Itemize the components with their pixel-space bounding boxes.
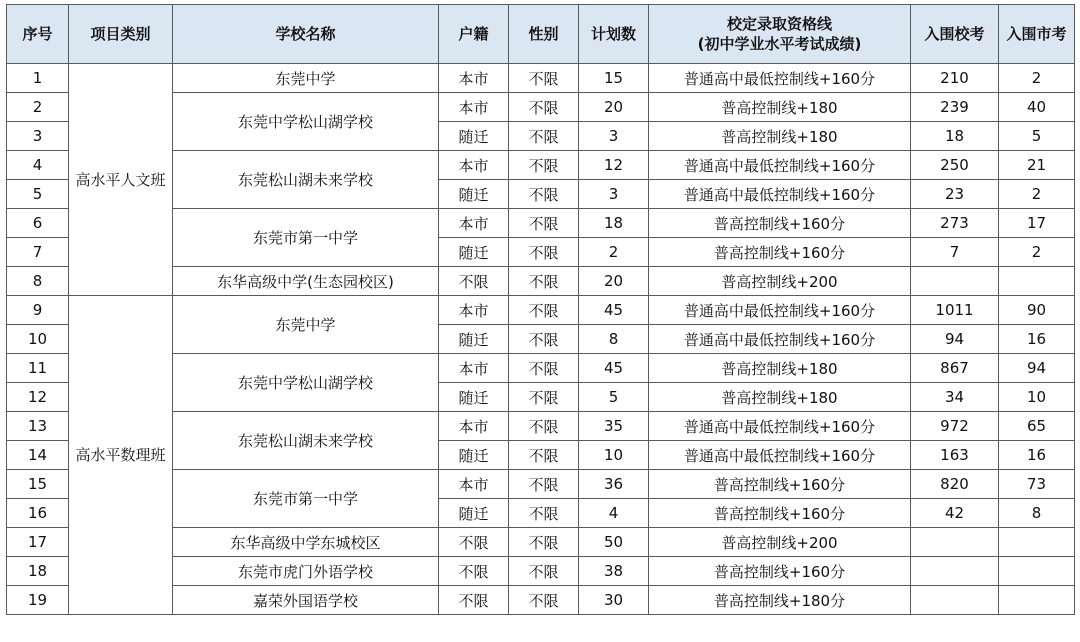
cell-hukou: 随迁 — [439, 441, 509, 470]
cell-hukou: 随迁 — [439, 180, 509, 209]
header-gender: 性别 — [509, 5, 579, 64]
school-cell: 嘉荣外国语学校 — [173, 586, 439, 615]
cell-no: 12 — [7, 383, 69, 412]
cell-plan: 5 — [579, 383, 649, 412]
header-category: 项目类别 — [69, 5, 173, 64]
cell-school-exam: 972 — [911, 412, 999, 441]
cell-hukou: 本市 — [439, 354, 509, 383]
cell-hukou: 本市 — [439, 296, 509, 325]
school-cell: 东华高级中学(生态园校区) — [173, 267, 439, 296]
cell-no: 13 — [7, 412, 69, 441]
category-cell: 高水平人文班 — [69, 64, 173, 296]
cell-city-exam: 2 — [999, 238, 1075, 267]
cell-no: 10 — [7, 325, 69, 354]
cell-no: 18 — [7, 557, 69, 586]
cell-line: 普高控制线+180 — [649, 354, 911, 383]
cell-hukou: 本市 — [439, 64, 509, 93]
cell-hukou: 本市 — [439, 151, 509, 180]
cell-city-exam: 40 — [999, 93, 1075, 122]
cell-gender: 不限 — [509, 528, 579, 557]
cell-no: 19 — [7, 586, 69, 615]
cell-school-exam — [911, 586, 999, 615]
cell-plan: 12 — [579, 151, 649, 180]
cell-gender: 不限 — [509, 383, 579, 412]
cell-city-exam: 10 — [999, 383, 1075, 412]
cell-gender: 不限 — [509, 412, 579, 441]
cell-gender: 不限 — [509, 122, 579, 151]
cell-line: 普高控制线+200 — [649, 267, 911, 296]
cell-school-exam — [911, 528, 999, 557]
cell-line: 普通高中最低控制线+160分 — [649, 325, 911, 354]
cell-gender: 不限 — [509, 586, 579, 615]
cell-school-exam: 18 — [911, 122, 999, 151]
cell-city-exam — [999, 267, 1075, 296]
cell-plan: 45 — [579, 296, 649, 325]
cell-school-exam — [911, 557, 999, 586]
cell-gender: 不限 — [509, 325, 579, 354]
cell-city-exam — [999, 586, 1075, 615]
cell-school-exam: 34 — [911, 383, 999, 412]
cell-school-exam: 1011 — [911, 296, 999, 325]
cell-hukou: 不限 — [439, 528, 509, 557]
cell-no: 11 — [7, 354, 69, 383]
cell-city-exam: 16 — [999, 441, 1075, 470]
cell-hukou: 不限 — [439, 557, 509, 586]
cell-hukou: 不限 — [439, 267, 509, 296]
cell-school-exam: 250 — [911, 151, 999, 180]
cell-city-exam — [999, 557, 1075, 586]
cell-hukou: 本市 — [439, 412, 509, 441]
school-cell: 东莞中学松山湖学校 — [173, 354, 439, 412]
cell-plan: 50 — [579, 528, 649, 557]
cell-gender: 不限 — [509, 209, 579, 238]
cell-school-exam: 273 — [911, 209, 999, 238]
cell-school-exam: 820 — [911, 470, 999, 499]
cell-city-exam: 73 — [999, 470, 1075, 499]
cell-gender: 不限 — [509, 557, 579, 586]
cell-line: 普高控制线+160分 — [649, 470, 911, 499]
cell-line: 普通高中最低控制线+160分 — [649, 441, 911, 470]
cell-gender: 不限 — [509, 441, 579, 470]
cell-no: 4 — [7, 151, 69, 180]
school-cell: 东莞松山湖未来学校 — [173, 412, 439, 470]
cell-no: 9 — [7, 296, 69, 325]
school-cell: 东莞中学松山湖学校 — [173, 93, 439, 151]
cell-city-exam: 17 — [999, 209, 1075, 238]
cell-plan: 8 — [579, 325, 649, 354]
cell-gender: 不限 — [509, 499, 579, 528]
cell-plan: 38 — [579, 557, 649, 586]
cell-line: 普高控制线+160分 — [649, 238, 911, 267]
cell-gender: 不限 — [509, 151, 579, 180]
cell-hukou: 本市 — [439, 470, 509, 499]
header-city-exam: 入围市考 — [999, 5, 1075, 64]
school-cell: 东莞市第一中学 — [173, 209, 439, 267]
cell-gender: 不限 — [509, 470, 579, 499]
header-hukou: 户籍 — [439, 5, 509, 64]
cell-plan: 2 — [579, 238, 649, 267]
admission-table — [6, 4, 1075, 615]
cell-line: 普通高中最低控制线+160分 — [649, 64, 911, 93]
cell-city-exam — [999, 528, 1075, 557]
cell-plan: 15 — [579, 64, 649, 93]
cell-line: 普通高中最低控制线+160分 — [649, 296, 911, 325]
cell-line: 普高控制线+180 — [649, 93, 911, 122]
cell-no: 6 — [7, 209, 69, 238]
header-no: 序号 — [7, 5, 69, 64]
cell-school-exam: 210 — [911, 64, 999, 93]
cell-hukou: 随迁 — [439, 383, 509, 412]
cell-no: 2 — [7, 93, 69, 122]
cell-hukou: 不限 — [439, 586, 509, 615]
cell-line: 普高控制线+160分 — [649, 209, 911, 238]
cell-line: 普高控制线+180分 — [649, 586, 911, 615]
cell-line: 普通高中最低控制线+160分 — [649, 180, 911, 209]
cell-line: 普高控制线+160分 — [649, 557, 911, 586]
cell-plan: 45 — [579, 354, 649, 383]
school-cell: 东莞松山湖未来学校 — [173, 151, 439, 209]
school-cell: 东华高级中学东城校区 — [173, 528, 439, 557]
cell-no: 15 — [7, 470, 69, 499]
cell-hukou: 随迁 — [439, 325, 509, 354]
cell-hukou: 随迁 — [439, 499, 509, 528]
cell-city-exam: 90 — [999, 296, 1075, 325]
cell-hukou: 本市 — [439, 93, 509, 122]
cell-plan: 4 — [579, 499, 649, 528]
cell-line: 普高控制线+180 — [649, 383, 911, 412]
cell-school-exam: 867 — [911, 354, 999, 383]
cell-city-exam: 5 — [999, 122, 1075, 151]
cell-no: 5 — [7, 180, 69, 209]
category-cell: 高水平数理班 — [69, 296, 173, 615]
school-cell: 东莞中学 — [173, 296, 439, 354]
cell-school-exam: 94 — [911, 325, 999, 354]
cell-city-exam: 8 — [999, 499, 1075, 528]
cell-school-exam: 163 — [911, 441, 999, 470]
cell-line: 普通高中最低控制线+160分 — [649, 151, 911, 180]
cell-school-exam: 239 — [911, 93, 999, 122]
header-school-exam: 入围校考 — [911, 5, 999, 64]
cell-gender: 不限 — [509, 238, 579, 267]
header-row — [7, 5, 1075, 64]
cell-no: 16 — [7, 499, 69, 528]
header-school: 学校名称 — [173, 5, 439, 64]
cell-city-exam: 94 — [999, 354, 1075, 383]
cell-hukou: 随迁 — [439, 122, 509, 151]
cell-hukou: 本市 — [439, 209, 509, 238]
cell-no: 14 — [7, 441, 69, 470]
cell-plan: 36 — [579, 470, 649, 499]
cell-school-exam: 7 — [911, 238, 999, 267]
cell-line: 普高控制线+160分 — [649, 499, 911, 528]
cell-plan: 3 — [579, 122, 649, 151]
cell-line: 普高控制线+200 — [649, 528, 911, 557]
cell-no: 17 — [7, 528, 69, 557]
cell-gender: 不限 — [509, 296, 579, 325]
table-row — [7, 296, 1075, 325]
table-row — [7, 64, 1075, 93]
header-plan: 计划数 — [579, 5, 649, 64]
cell-line: 普高控制线+180 — [649, 122, 911, 151]
cell-gender: 不限 — [509, 354, 579, 383]
cell-gender: 不限 — [509, 64, 579, 93]
cell-gender: 不限 — [509, 180, 579, 209]
cell-city-exam: 21 — [999, 151, 1075, 180]
cell-no: 1 — [7, 64, 69, 93]
cell-line: 普通高中最低控制线+160分 — [649, 412, 911, 441]
cell-hukou: 随迁 — [439, 238, 509, 267]
cell-no: 3 — [7, 122, 69, 151]
cell-plan: 18 — [579, 209, 649, 238]
cell-gender: 不限 — [509, 267, 579, 296]
school-cell: 东莞市第一中学 — [173, 470, 439, 528]
cell-school-exam: 42 — [911, 499, 999, 528]
cell-city-exam: 65 — [999, 412, 1075, 441]
school-cell: 东莞市虎门外语学校 — [173, 557, 439, 586]
cell-plan: 20 — [579, 93, 649, 122]
cell-plan: 3 — [579, 180, 649, 209]
cell-no: 8 — [7, 267, 69, 296]
cell-no: 7 — [7, 238, 69, 267]
header-cutoff-line-title: 校定录取资格线 — [726, 15, 832, 33]
school-cell: 东莞中学 — [173, 64, 439, 93]
cell-city-exam: 2 — [999, 64, 1075, 93]
cell-gender: 不限 — [509, 93, 579, 122]
header-cutoff-line — [649, 5, 911, 64]
cell-plan: 30 — [579, 586, 649, 615]
cell-school-exam — [911, 267, 999, 296]
cell-plan: 20 — [579, 267, 649, 296]
cell-school-exam: 23 — [911, 180, 999, 209]
cell-city-exam: 2 — [999, 180, 1075, 209]
cell-plan: 10 — [579, 441, 649, 470]
cell-city-exam: 16 — [999, 325, 1075, 354]
header-cutoff-line-subtitle: (初中学业水平考试成绩) — [697, 35, 862, 53]
cell-plan: 35 — [579, 412, 649, 441]
